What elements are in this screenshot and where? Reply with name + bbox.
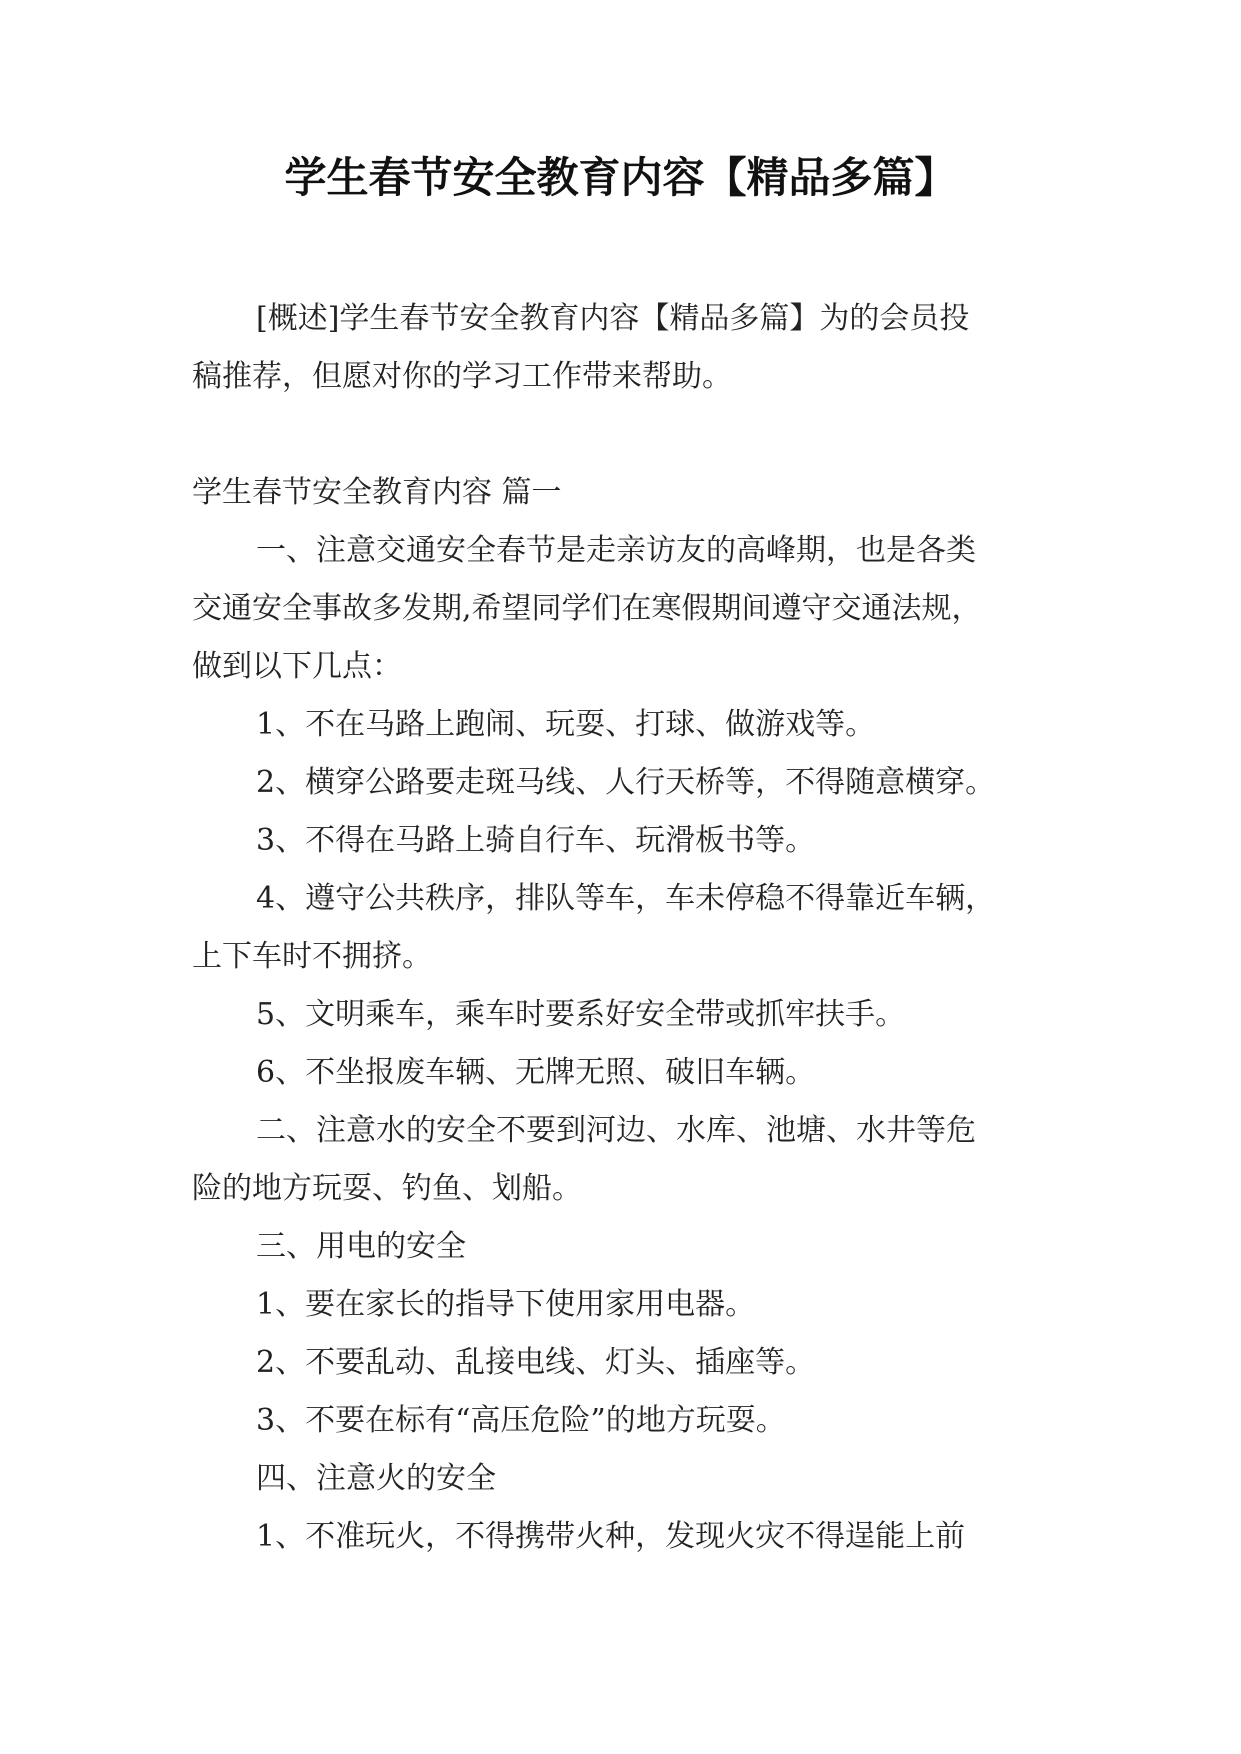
text-line: 三、用电的安全 [256,1229,466,1264]
text-line: 四、注意火的安全 [256,1461,496,1496]
text-line: 2、不要乱动、乱接电线、灯头、插座等。 [256,1345,816,1380]
text-line: 5、文明乘车，乘车时要系好安全带或抓牢扶手。 [256,997,906,1032]
document-title: 学生春节安全教育内容【精品多篇】 [284,153,957,202]
paragraph-gap [192,406,1052,464]
text-line: 3、不要在标有“高压危险”的地方玩耍。 [256,1403,786,1438]
document-body [192,290,1052,1566]
text-line: 二、注意水的安全不要到河边、水库、池塘、水井等危 [256,1113,976,1148]
text-line: 1、不在马路上跑闹、玩耍、打球、做游戏等。 [256,707,876,742]
text-line: 稿推荐，但愿对你的学习工作带来帮助。 [192,359,732,394]
text-line: 6、不坐报废车辆、无牌无照、破旧车辆。 [256,1055,816,1090]
text-line: 4、遵守公共秩序，排队等车，车未停稳不得靠近车辆， [256,881,996,916]
text-line: 学生春节安全教育内容 篇一 [192,475,562,510]
text-line: 做到以下几点： [192,649,402,684]
text-line: 1、不准玩火，不得携带火种，发现火灾不得逞能上前 [256,1519,966,1554]
text-line: 一、注意交通安全春节是走亲访友的高峰期，也是各类 [256,533,976,568]
text-line: 1、要在家长的指导下使用家用电器。 [256,1287,756,1322]
text-line: 上下车时不拥挤。 [192,939,432,974]
text-line: 险的地方玩耍、钓鱼、划船。 [192,1171,582,1206]
text-line: 2、横穿公路要走斑马线、人行天桥等，不得随意横穿。 [256,765,996,800]
text-line: 交通安全事故多发期,希望同学们在寒假期间遵守交通法规， [192,591,982,626]
text-line: 3、不得在马路上骑自行车、玩滑板书等。 [256,823,816,858]
text-line: [概述]学生春节安全教育内容【精品多篇】为的会员投 [256,301,970,336]
